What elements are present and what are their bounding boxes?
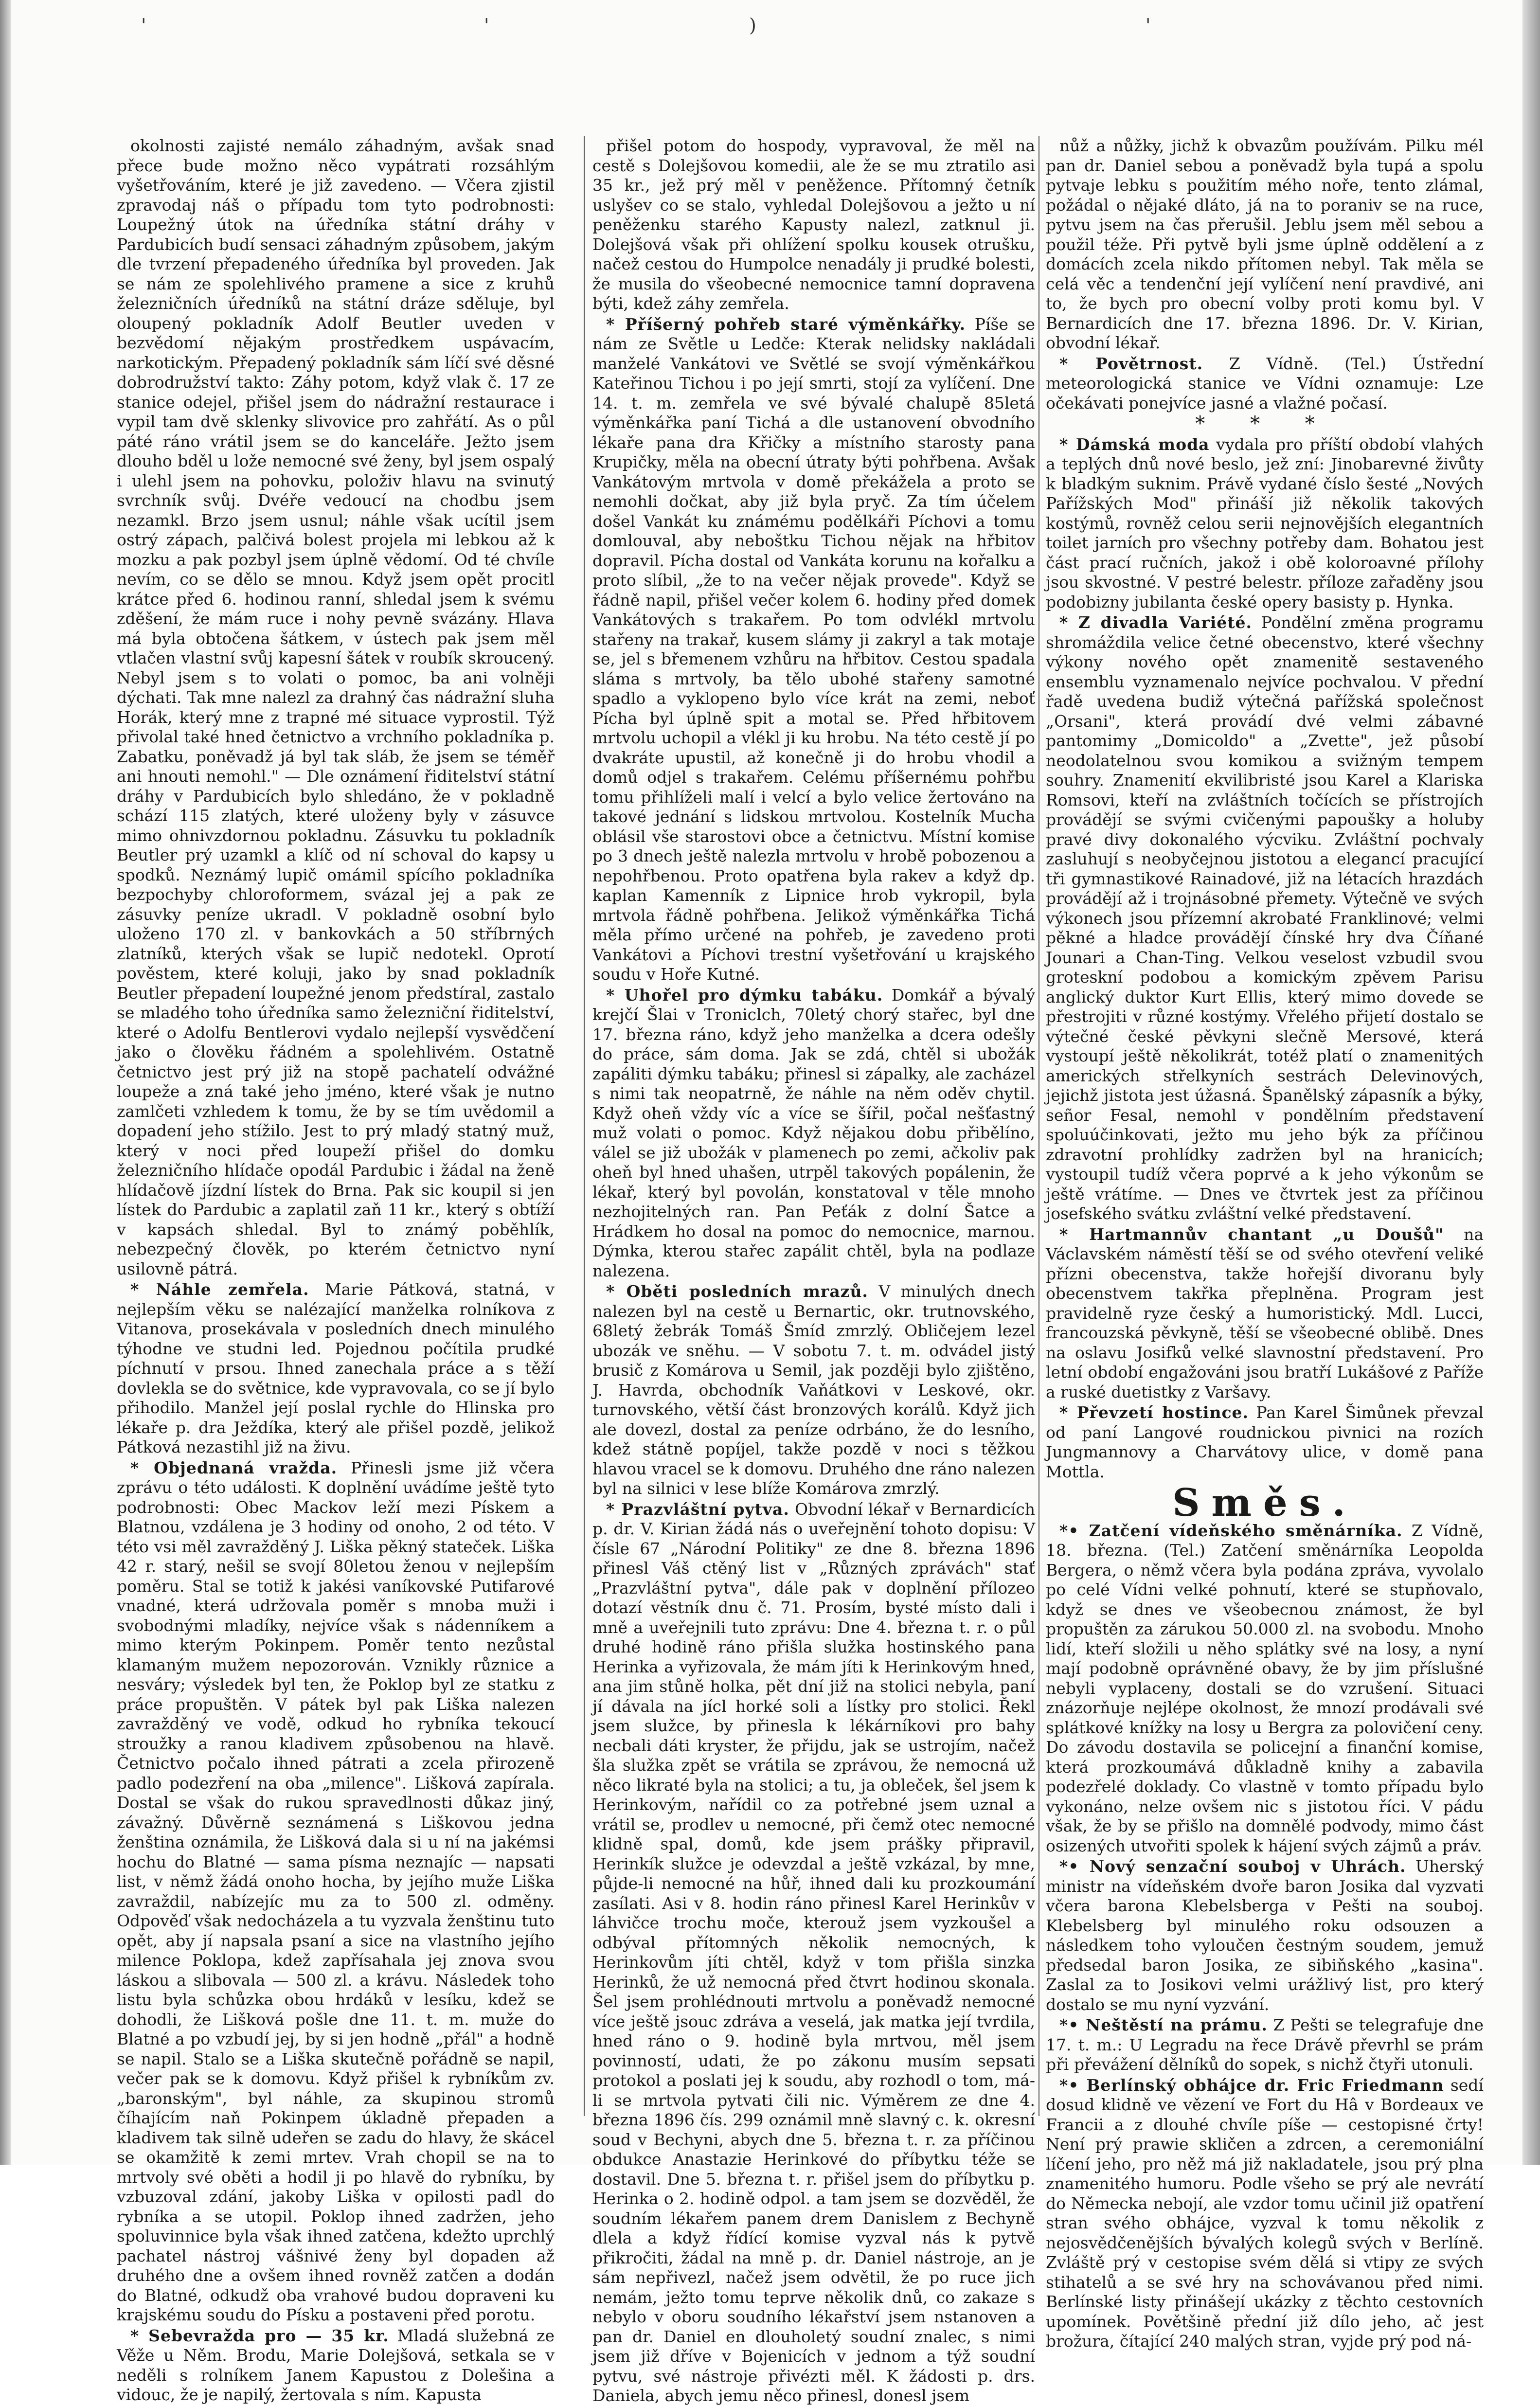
scan-edge-left (0, 0, 11, 2165)
margin-mark: ' (141, 15, 146, 36)
article-body: okolnosti zajisté nemálo záhadným, avšak snad přece bude možno něco vypátrati rozsáhlým vyšetřováním, které je již zavedeno. — Včera zjistil zpravodaj náš o případu tom tyto podrobnosti: Loupežný útok na úředníka státní dráhy v Pardubicích budí sensaci záhadným způsobem, jakým dle tvrzení přepadeného úředníka byl proveden. Jak se nám ze spolehlivého pramene a sice z kruhů železničních úředníků na státní dráze sděluje, byl oloupený pokladník Adolf Beutler uveden v bezvědomí nějakým prostředkem uspávacím, narkotickým. Přepadený pokladník sám líčí své děsné dobrodružství takto: Záhy potom, když vlak č. 17 ze stanice odejel, přišel jsem do nádražní restaurace i vypil tam dvě sklenky slivovice pro zahřátí. As o půl páté ráno vrátil jsem se do kanceláře. Ježto jsem dlouho bděl u lože nemocné své ženy, byl jsem ospalý i ulehl jsem na pohovku, položiv hlavu na svinutý svrchník svůj. Dvéře vedoucí na chodbu jsem nezamkl. Brzo jsem usnul; náhle však ucítil jsem ostrý zápach, palčivá bolest projela mi lebkou až k mozku a pak pozbyl jsem úplně vědomí. Od té chvíle nevím, co se dělo se mnou. Když jsem opět procitl krátce před 6. hodinou ranní, shledal jsem k svému zděšení, že mám ruce i nohy pevně svázány. Hlava má byla obtočena šátkem, v ústech pak jsem měl vtlačen vlastní svůj kapesní šátek v roubík skroucený. Nebyl jsem s to volati o pomoc, ba ani volněji dýchati. Tak mne nalezl za drahný čas nádražní sluha Horák, který mne z trapné mé situace vyprostil. Týž přivolal také hned četnictvo a vrchního pokladníka p. Zabatku, poněvadž já byl tak sláb, že jsem se téměř ani hnouti nemohl." — Dle oznámení řiditelství státní dráhy v Pardubicích bylo shledáno, že v pokladně schází 115 zlatých, které uloženy byly v zásuvce mimo ohnivzdornou pokladnu. Zásuvku tu pokladník Beutler prý uzamkl a klíč od ní schoval do kapsy u spodků. Neznámý lupič omámil spícího pokladníka bezpochyby chloroformem, svázal jej a pak ze zásuvky peníze ukradl. V pokladně osobní bylo uloženo 170 zl. v bankovkách a 50 stříbrných zlatníků, kterých však se lupič nedotekl. Oprotí pověstem, které koluji, jako by snad pokladník Beutler přepadení loupežné jenom předstíral, zastalo se mladého toho úředníka samo železniční řiditelství, které o Adolfu Bentlerovi vydalo nejlepší vysvědčení jako o člověku řádném a spolehlivém. Ostatně četnictvo jest prý již na stopě pachatelí odvážné loupeže a zná také jeho jméno, které však je nutno zamlčeti vzhledem k tomu, že by se tím uvědomil a dopadení jeho stížilo. Jest to prý mladý statný muž, který v noci před loupeží přišel do domku železničního hlídače opodál Pardubic i žádal na ženě hlídačově jízdní lístek do Brna. Pak sic koupil si jen lístek do Pardubic a zaplatil zaň 11 kr., který s obtíží v kapsách shledal. Byl to známý poběhlík, nebezpečný člověk, po kterém četnictvo nyní usilovně pátrá. (117, 136, 555, 1278)
article-body: Uherský ministr na vídeňském dvoře baron Josika dal vyzvati včera barona Klebelsberga v Pešti na souboj. Klebelsberg byl minulého roku odsouzen a následkem toho vyloučen čestným soudem, jemuž předsedal baron Josika, ze sibiňského „kasina". Zaslal za to Josikovi velmi urážlivý list, pro který dostalo se mu nyní vyzvání. (1046, 1857, 1484, 2014)
article-headline: *• Neštěstí na prámu. (1059, 2015, 1268, 2034)
article-paragraph (117, 2326, 555, 2405)
article-paragraph (592, 1282, 1035, 1499)
article-headline: * Příšerný pohřeb staré výměnkářky. (606, 314, 966, 334)
article-body: Pondělní změna programu shromáždila velice četné obecenstvo, které všechny výkony nového opět znamenitě sestaveného ensemblu vyznamenalo nejvíce pochvalou. V přední řadě uvedena budiž výtečná pařížská společnost „Orsani", která provádí dvé velmi zábavné pantomimy „Domicoldo" a „Zvette", jež působí neodolatelnou svou komikou a svižným tempem souhry. Znamenití ekvilibristé jsou Karel a Klariska Romsovi, kteří na zvláštních točících se přístrojích provádějí se svými cvičenými papoušky a holuby pravé divy dokonalého výcviku. Zvláštní pochvaly zasluhují s neobyčejnou jistotou a elegancí pracující tři gymnastikové Rainadové, již na létacích hrazdách provádějí až i trojnásobné přemety. Výtečně ve svých výkonech jsou přízemní akrobaté Franklinové; velmi pěkné a hladce provádějí čínské hry dva Číňané Jounari a Chan-Ting. Velkou veselost vzbudil svou groteskní podobou a komickým zpěvem Parisu anglický duktor Kurt Ellis, který mimo dovede se přestrojiti v různé kostýmy. Vřelého přijetí dostalo se výtečné české pěvkyni slečně Mersové, která vystoupí ještě několikrát, totéž platí o znamenitých amerických střelkyních sestrách Delevinových, jejichž jistota jest úžasná. Španělský zápasník a býky, señor Fesal, nemohl v pondělním představení spoluúčinkovati, ježto mu jeho býk za příčinou zdravotní prohlídky zadržen byl na hranicích; vystoupil tudíž včera poprvé a k jeho výkonům se ještě vrátíme. — Dnes ve čtvrtek jest za příčinou josefského svátku zvláštní velké představení. (1046, 613, 1484, 1223)
article-paragraph (592, 136, 1035, 314)
article-paragraph (1046, 354, 1484, 413)
article-body: přišel potom do hospody, vypravoval, že měl na cestě s Dolejšovou komedii, ale že se mu ztratilo asi 35 kr., jež prý měl v peněžence. Přítomný četník uslyšev co se stalo, vyhledal Dolejšovou a ježto u ní peněženku starého Kapusty nalezl, zatknul ji. Dolejšová však při ohlížení spolku kousek otrušku, načež cestou do Humpolce nenadály ji prudké bolesti, že musila do všeobecné nemocnice tamní dopravena býti, kdež záhy zemřela. (592, 136, 1035, 313)
article-body: Píše se nám ze Světle u Ledče: Kterak nelidsky nakládali manželé Vankátovi ve Světlé se svojí výměnkářkou Kateřinou Tichou i po její smrti, stojí za vylíčení. Dne 14. t. m. zemřela ve své bývalé chalupě 85letá výměnkářka paní Tichá a dle ustanovení obvodního lékaře pana dra Křičky a místního starosty pana Krupičky, měla na obecní útraty býti pohřbena. Avšak Vankátovým mrtvola v domě překážela a proto se nemohli dočkat, aby již byla pryč. Za tím účelem došel Vankát ku známému podělkáři Píchovi a tomu domlouval, aby neboštku Tichou nějak na hřbitov dopravil. Pícha dostal od Vankáta korunu na kořalku a proto slíbil, „že to na večer nějak provede". Když se řádně napil, přišel večer kolem 6. hodiny před domek Vankátových s trakařem. Po tom odvlékl mrtvolu stařeny na trakař, kusem slámy ji zakryl a tak motaje se, jel s břemenem vzhůru na hřbitov. Cestou spadala sláma s mrtvoly, ba tělo ubohé stařeny samotné spadlo a vyklopeno bylo více krát na zemi, neboť Pícha byl úplně spit a motal se. Před hřbitovem mrtvolu uchopil a vlékl ji ku hrobu. Na této cestě jí po dvakráte upustil, až konečně ji do hrobu vhodil a domů odjel s trakařem. Celému příšernému pohřbu tomu přihlíželi malí i velcí a bylo velice žertováno na takové jednání s lidskou mrtvolou. Kostelník Mucha oblásil vše starostovi obce a četnictvu. Místní komise po 3 dnech ještě nalezla mrtvolu v hrobě pobozenou a nepohřbenou. Proto opatřena byla rakev a když dp. kaplan Kamenník z Lipnice hrob vykropil, byla mrtvola řádně pohřbena. Jelikož výměnkářka Tichá měla přímo určené na pohřeb, je zavedeno proti Vankátovi a Píchovi trestní vyšetřování u krajského soudu v Hoře Kutné. (592, 314, 1035, 984)
column-rule (584, 136, 585, 2116)
article-paragraph (1046, 1857, 1484, 2014)
article-paragraph (1046, 435, 1484, 612)
article-headline: *• Zatčení vídeňského směnárníka. (1059, 1521, 1403, 1540)
article-paragraph (1046, 1403, 1484, 1482)
article-headline: * Dámská moda (1059, 434, 1210, 454)
article-headline: * Náhle zemřela. (130, 1280, 309, 1299)
article-body: Z Vídně. (Tel.) Ústřední meteorologická stanice ve Vídni oznamuje: Lze očekávati ponejvíce jasné a vlažné počasí. (1046, 354, 1484, 413)
article-paragraph (117, 136, 555, 1279)
article-headline: * Z divadla Variété. (1059, 613, 1253, 632)
article-body: na Václavském náměstí těší se od svého otevření veliké přízni obecenstva, takže hořejší divoranu byly obecenstvem takřka přeplněna. Program jest pravidelně ryze český a humoristický. Mdl. Lucci, francouzská pěvkyně, těší se všeobecné oblibě. Dnes na oslavu Josifků velké slavnostní představení. Pro letní období engažováni jsou bratří Lukášové z Paříže a ruské duetistky z Varšavy. (1046, 1224, 1484, 1401)
article-body: nůž a nůžky, jichž k obvazům používám. Pilku mél pan dr. Daniel sebou a poněvadž byla tupá a spolu pytvaje lebku s použitím mého noře, tento zlámal, požádal o nějaké dláto, já na to poraniv se na ruce, pytvu jsem na čas přerušil. Jeblu jsem měl sebou a použil téže. Při pytvě byli jsme úplně oddělení a z domácích zcela nikdo přítomen nebyl. Tak měla se celá věc a tendenční její vylíčení není pravdivé, ani to, že bych pro obecní volby proti komu byl. V Bernardicích dne 17. března 1896. Dr. V. Kirian, obvodní lékař. (1046, 136, 1484, 352)
article-headline: * Hartmannův chantant „u Doušů" (1059, 1224, 1444, 1244)
article-body: sedí dosud klidně ve vězení ve Fort du Hâ v Bordeaux ve Francii a z dlouhé chvíle píše — cestopisné črty! Není prý prawie skličen a zdrcen, a ceremoniální líčení jeho, pro něž má již nakladatele, jsou prý plna znamenitého humoru. Podle všeho se prý ale nevrátí do Německa nebojí, ale vzdor tomu učinil již opatření stran svého obhájce, vyzval k tomu několik z nejosvědčenějších bývalých kolegů svých v Berlíně. Zvláště prý v cestopise svém dělá si vtipy ze svých stihatelů a se své hry na schovávanou před nimi. Berlínské listy přinášejí ukázky z těchto cestovních upomínek. Povětšině přední již dílo jeho, ač jest brožura, čítající 240 malých stran, vyjde prý pod ná- (1046, 2075, 1484, 2351)
margin-mark: ' (484, 15, 489, 36)
article-body: Domkář a bývalý krejčí Šlai v Troniclch, 70letý chorý stařec, byl dne 17. března ráno, když jeho manželka a dcera odešly do práce, sám doma. Jak se zdá, chtěl si ubožák zapáliti dýmku tabáku; přinesl si zápalky, ale zacházel s nimi tak neopatrně, že náhle na něm oděv chytil. Když oheň vždy víc a více se šířil, počal nešťastný muž volati o pomoc. Když nějakou dobu přibělíno, válel se již ubožák v plamenech po zemi, ačkoliv pak oheň byl hned uhašen, utrpěl takových popálenin, že lékař, který byl povolán, konstatoval v těle mnoho nezhojitelných ran. Pan Peťák z dolní Šatce a Hrádkem ho dosal na pomoc do nemocnice, marnou. Dýmka, kterou stařec zapálit chtěl, byla na podlaze nalezena. (592, 985, 1035, 1280)
article-body: Z Pešti se telegrafuje dne 17. t. m.: U Legradu na řece Drávě převrhl se prám při převážení dělníků do sopek, s nichž čtyři utonuli. (1046, 2015, 1484, 2074)
article-headline: * Převzetí hostince. (1059, 1403, 1249, 1422)
article-body: Marie Pátková, statná, v nejlepším věku se nalézající manželka rolníkova z Vitanova, prosekávala v posledních dnech minulého týhodne ve studni led. Pojednou počítila prudké píchnutí v prsou. Ihned zanechala práce a s těží dovlekla se do světnice, kde vypravovala, co se jí bylo přihodilo. Manžel její poslal rychle do Hlinska pro lékaře p. dra Ježdíka, který ale přišel pozdě, jelikož Pátková nezastihl již na živu. (117, 1280, 555, 1456)
article-headline: * Sebevražda pro — 35 kr. (130, 2326, 389, 2345)
article-headline: * Objednaná vražda. (130, 1458, 338, 1477)
article-paragraph (1046, 2076, 1484, 2352)
column-2 (592, 136, 1035, 2405)
scan-edge-right (1522, 0, 1540, 2165)
column-1 (117, 136, 555, 2404)
article-headline: * Povětrnost. (1059, 354, 1203, 373)
article-headline: *• Nový senzační souboj v Uhrách. (1059, 1857, 1406, 1876)
article-headline: * Oběti posledních mrazů. (606, 1282, 868, 1301)
article-headline: *• Berlínský obhájce dr. Fric Friedmann (1059, 2075, 1444, 2095)
article-body: Pan Karel Šimůnek převzal od paní Langové roudnickou pivnici na rozích Jungmannovy a Charvátovy ulice, v domě pana Mottla. (1046, 1403, 1484, 1481)
article-paragraph (1046, 136, 1484, 353)
article-paragraph (117, 1280, 555, 1457)
article-headline: * Prazvláštní pytva. (606, 1499, 789, 1519)
article-paragraph (1046, 613, 1484, 1224)
article-paragraph (592, 1500, 1035, 2406)
article-body: V minulých dnech nalezen byl na cestě u Bernartic, okr. trutnovského, 68letý žebrák Tomáš Šmíd zmrzlý. Obličejem lezel ubozák ve sněhu. — V sobotu 7. t. m. odvádel jistý brusič z Komárova u Semil, jak později bylo zjištěno, J. Havrda, obchodník Vaňátkovi v Leskové, okr. turnovského, větší část bronzových korálů. Když jich ale dovezl, dostal za peníze odrbáno, že do lesního, kdež státně popíjel, takže pozdě v noci s těžkou hlavou vracel se k domovu. Druhého dne ráno nalezen byl na silnici v lese blíže Komárova zmrzlý. (592, 1282, 1035, 1498)
article-body: Z Vídně, 18. března. (Tel.) Zatčení směnárníka Leopolda Bergera, o němž včera byla podána zpráva, vyvolalo po celé Vídni velké pohnutí, které se stupňovalo, když se dnes ve všeobecnou známost, že byl propuštěn za zárukou 50.000 zl. na svobodu. Mnoho lidí, kteří složili u něho splátky své na losy, a nyní mají podobně oprávněné obavy, že by jim příslušné nebyli vyplaceny, dostali se do vzrušení. Situaci znázorňuje nejlépe okolnost, že mnozí prodávali své splátkové knížky na losy u Bergra za polovičení ceny. Do závodu dostavila se policejní a finanční komise, která prozkoumává důkladně knihy a zabavila podezřelé doklady. Co vlastně v tomto případu bylo vykonáno, nelze ovšem nic s jistotou říci. V pádu však, že by se přišlo na domnělé podvody, mimo část osizených utvořiti spolek k hájení svých zájmů a práv. (1046, 1521, 1484, 1855)
article-paragraph (1046, 1225, 1484, 1402)
article-body: Obvodní lékař v Bernardicích p. dr. V. Kirian žádá nás o uveřejnění tohoto dopisu: V čísle 67 „Národní Politiky" ze dne 8. března 1896 přinesl Váš ctěný list v „Různých zprávách" stať „Prazvláštní pytva", dále pak v doplnění přílozeo dotazí věstník dnu č. 71. Prosím, bysté místo dali i mně a uveřejnili tuto zprávu: Dne 4. března t. r. o půl druhé hodině ráno přišla služka hostinského pana Herinka a vyřizovala, že mám jíti k Herinkovým hned, ana jim stůně holka, pět dní již na stolici nebyla, paní jí dávala na jícl horké soli a lístky pro stolici. Řekl jsem služce, by přinesla k lékárníkovi pro bahy necbali dáti kryster, že přijdu, jak se ustrojím, načež šla služka zpět se vrátila se zprávou, že nemocná už něco likraté byla na stolici; a tu, ja obleček, šel jsem k Herinkovým, nařídil co za potřebné jsem uznal a vrátil se, prodlev u nemocné, při čemž otec nemocné klidně spal, domů, kde jsem prášky připravil, Herinkík služce je odevzdal a ještě vzkázal, by mne, půjde-li nemocné na hůř, ihned dali ku prozkoumání zasílati. Asi v 8. hodin ráno přinesl Karel Herinkův v láhvičce trochu moče, kterouž jsem vyzkoušel a odbýval přítomných několik nemocných, k Herinkovům jíti chtěl, když v tom přišla sinzka Herinků, že už nemocná před čtvrt hodinou skonala. Šel jsem prohlédnouti mrtvolu a poněvadž nemocné více ještě jsouc zdráva a veselá, jak matka její tvrdila, hned ráno o 9. hodině byla mrtvou, měl jsem povinností, udati, že po zákonu musím sepsati protokol a poslati jej k soudu, aby rozhodl o tom, má-li se mrtvola pytvati čili nic. Výměrem ze dne 4. března 1896 čís. 299 oznámil mně slavný c. k. okresní soud v Bechyni, abych dne 5. března t. r. za příčinou obdukce Anastazie Herinkové do příbytku téže se dostavil. Dne 5. března t. r. přišel jsem do příbytku p. Herinka o 2. hodině odpol. a tam jsem se dozvěděl, že soudním lékařem panem drem Danislem z Bechyně dlela a když řídící komise vyzval nás k pytvě přikročiti, žádal na mně p. dr. Daniel nástroje, an je sám nepřivezl, načež jsem odvětil, že po ruce jich nemám, ježto tomu teprve několik dnů, co zakaze s nebylo v oboru soudního lékařství jsem nstanoven a pan dr. Daniel en dlouholetý soudní znalec, s nimi jsem již dříve v Bojenicích v jednom a týž soudní pytvu, své nástroje přivézti měl. K žádosti p. drs. Daniela, abych jemu něco přinesl, donesl jsem (592, 1499, 1035, 2405)
section-heading: Směs. (1172, 1481, 1357, 1525)
article-headline: * Uhořel pro dýmku tabáku. (606, 985, 883, 1005)
article-paragraph (592, 986, 1035, 1281)
separator-stars: * * * (1195, 413, 1334, 435)
margin-mark: ) (749, 15, 756, 36)
article-paragraph (592, 315, 1035, 985)
article-paragraph (117, 1458, 555, 2325)
article-paragraph (1046, 2015, 1484, 2075)
article-paragraph (1046, 1521, 1484, 1856)
column-3 (1046, 136, 1484, 2351)
article-body: vydala pro příští období vlahých a teplých dnů nové beslo, jež zní: Jinobarevné živůty k bladkým suknim. Právě vydané číslo šesté „Nových Pařížských Mod" přináší již několik takových kostýmů, rovněž celou serii nejnovějších elegantních toilet jarních pro všechny potřeby dam. Bohatou jest část prací ručních, jakož i obě koloroavné přílohy jsou skvostné. V pestré belestr. příloze zařaděny jsou podobizny jubilanta české opery basisty p. Hynka. (1046, 434, 1484, 611)
article-body: Mladá služebná ze Věže u Něm. Brodu, Marie Dolejšová, setkala se v neděli s rolníkem Janem Kapustou z Dolešina a vidouc, že je napilý, žertovala s ním. Kapusta (117, 2326, 555, 2404)
margin-mark: ' (1146, 15, 1151, 36)
article-body: Přinesli jsme již včera zprávu o této události. K doplnění uvádíme ještě tyto podrobnosti: Obec Mackov leží mezi Pískem a Blatnou, vzdálena je 3 hodiny od onoho, 2 od této. V této vsi měl zavražděný J. Liška pěkný stateček. Liška 42 r. starý, nešil se svojí 80letou ženou v nejlepším poměru. Stal se totiž k jakési vaníkovské Putifarové vnadné, která udržovala poměr s mnoba muži i svobodnými mladíky, nejvíce však s nádenníkem a mimo kterým Pokinpem. Poměr tento nezůstal klamaným mužem nepozorován. Vznikly různice a nesváry; výsledek byl ten, že Poklop byl ze statku z práce propuštěn. V pátek byl pak Liška nalezen zavražděný ve vodě, odkud ho rybníka tekoucí stroužky a ranou kladivem způsobenou na hlavě. Četnictvo počalo ihned pátrati a zcela přirozeně padlo podezření na oba „milence". Lišková zapírala. Dostal se však do rukou spravedlnosti důkaz jiný, závažný. Důvěrně seznámená s Liškovou jedna ženština oznámila, že Lišková dala si u ní na jakémsi hochu do Blatné — sama písma neznajíc — napsati list, v němž žádá onoho hocha, by jejího muže Liška zavraždil, nabízejíc mu za to 500 zl. odměny. Odpověď však nedocházela a tu vyzvala ženštinu tuto opět, aby jí napsala psaní a sice na vlastního jejího milence Poklopa, kdež zapřísahala jej znova svou láskou a slibovala — 500 zl. a krávu. Následek toho listu byla schůzka obou hrdáků v lesíku, kdež se dohodli, že Lišková pošle dne 11. t. m. muže do Blatné a po vzbudí jej, by si jen hodně „přál" a hodně se napil. Stalo se a Liška skutečně pořádně se napil, večer pak se k domovu. Když přišel k rybníkům zv. „baronským", byl náhle, za skupinou stromů číhajícím naň Pokinpem úkladně přepaden a kladivem tak silně udeřen se zadu do hlavy, že skácel se okamžitě k zemi mrtev. Vrah chopil se na to mrtvoly své oběti a hodil ji po hlavě do rybníku, by vzbuzoval zdání, jakoby Liška v opilosti padl do rybníka a se utopil. Poklop ihned zadržen, jeho spoluvinnice byla však ihned zatčena, kdežto uprchlý pachatel nástroj vášnivé ženy byl dopaden až druhého dne a ovšem ihned rovněž zatčen a dodán do Blatné, odkudž oba vrahové budou dopraveni ku krajskému soudu do Písku a postaveni před porotu. (117, 1458, 555, 2324)
